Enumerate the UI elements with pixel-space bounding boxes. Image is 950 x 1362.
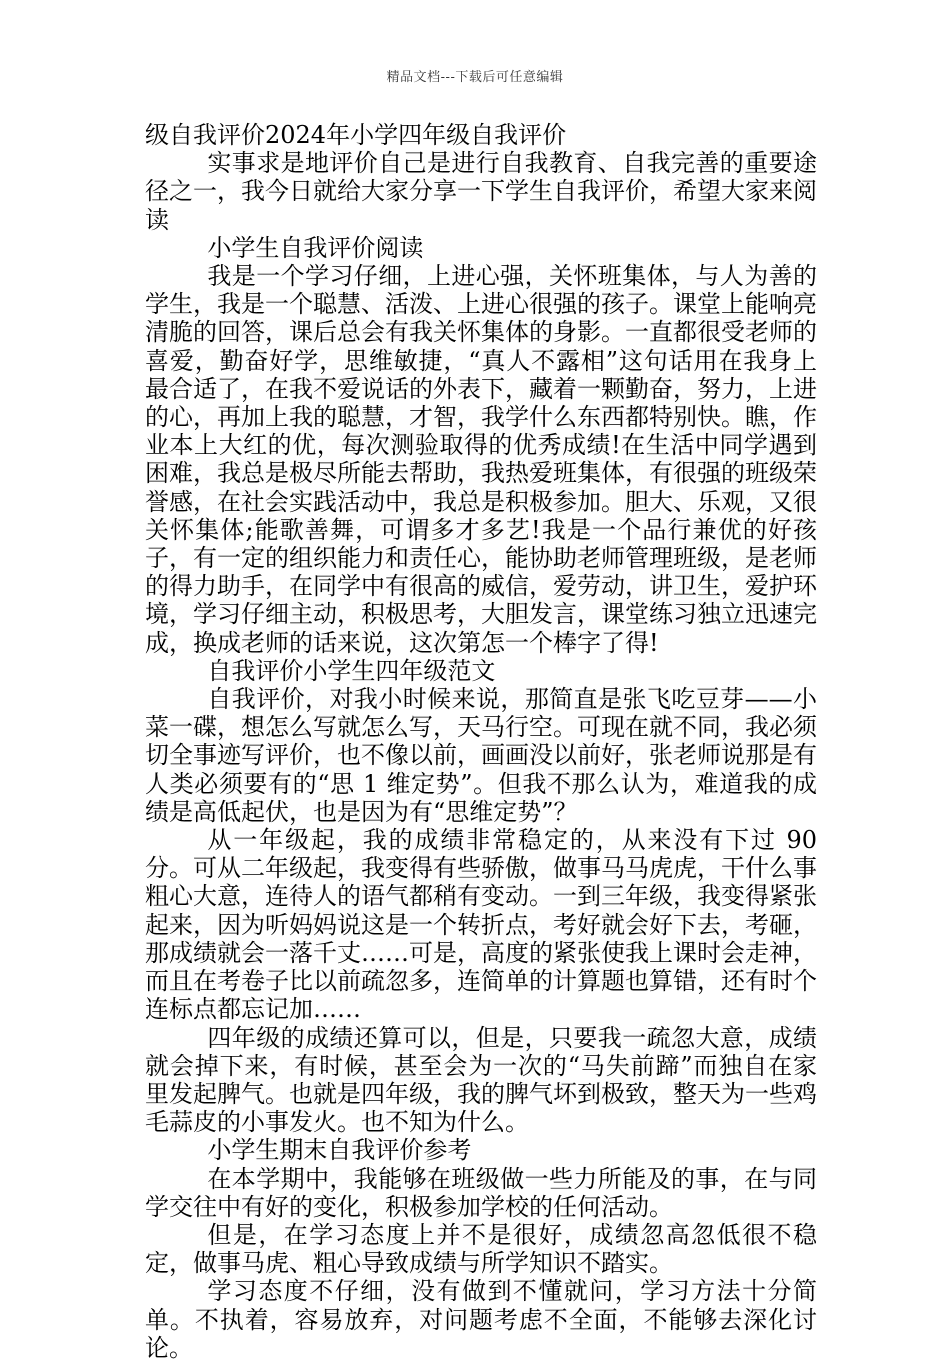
body-paragraph: 四年级的成绩还算可以，但是，只要我一疏忽大意，成绩就会掉下来，有时候，甚至会为一次的“马失前蹄”而独自在家里发起脾气。也就是四年级，我的脾气坏到极致，整天为一些鸡毛蒜皮的小事发火。也不知为什么。 bbox=[145, 1023, 817, 1137]
page-header: 精品文档---下载后可任意编辑 bbox=[386, 70, 564, 85]
body-paragraph: 自我评价，对我小时候来说，那简直是张飞吃豆芽——小菜一碟，想怎么写就怎么写，天马行空。可现在就不同，我必须切全事迹写评价，也不像以前，画画没以前好，张老师说那是有人类必须要有的“思 1 维定势”。但我不那么认为，难道我的成绩是高低起伏，也是因为有“思维定势”？ bbox=[145, 685, 817, 826]
document-body bbox=[145, 121, 817, 1362]
section-heading-final: 小学生期末自我评价参考 bbox=[207, 1136, 472, 1165]
section-heading-sample: 自我评价小学生四年级范文 bbox=[207, 656, 496, 685]
body-paragraph: 我是一个学习仔细，上进心强，关怀班集体，与人为善的学生，我是一个聪慧、活泼、上进心很强的孩子。课堂上能响亮清脆的回答，课后总会有我关怀集体的身影。一直都很受老师的喜爱，勤奋好学，思维敏捷，“真人不露相”这句话用在我身上最合适了，在我不爱说话的外表下，藏着一颗勤奋，努力，上进的心，再加上我的聪慧，才智，我学什么东西都特别快。瞧，作业本上大红的优，每次测验取得的优秀成绩!在生活中同学遇到困难，我总是极尽所能去帮助，我热爱班集体，有很强的班级荣誉感，在社会实践活动中，我总是积极参加。胆大、乐观，又很关怀集体;能歌善舞，可谓多才多艺!我是一个品行兼优的好孩子，有一定的组织能力和责任心，能协助老师管理班级，是老师的得力助手，在同学中有很高的威信，爱劳动，讲卫生，爱护环境，学习仔细主动，积极思考，大胆发言，课堂练习独立迅速完成，换成老师的话来说，这次第怎一个棒字了得! bbox=[145, 262, 817, 657]
body-paragraph: 学习态度不仔细，没有做到不懂就问，学习方法十分简单。不执着，容易放弃，对问题考虑不全面，不能够去深化讨论。 bbox=[145, 1277, 817, 1362]
body-paragraph: 但是，在学习态度上并不是很好，成绩忽高忽低很不稳定，做事马虎、粗心导致成绩与所学知识不踏实。 bbox=[145, 1220, 817, 1278]
intro-paragraph: 实事求是地评价自己是进行自我教育、自我完善的重要途径之一，我今日就给大家分享一下学生自我评价，希望大家来阅读 bbox=[145, 149, 817, 234]
section-heading-reading: 小学生自我评价阅读 bbox=[207, 233, 424, 262]
document-title: 级自我评价2024年小学四年级自我评价 bbox=[145, 121, 567, 149]
body-paragraph: 在本学期中，我能够在班级做一些力所能及的事，在与同学交往中有好的变化，积极参加学校的任何活动。 bbox=[145, 1164, 817, 1221]
body-paragraph: 从一年级起，我的成绩非常稳定的，从来没有下过 90 分。可从二年级起，我变得有些骄傲，做事马马虎虎，干什么事粗心大意，连待人的语气都稍有变动。一到三年级，我变得紧张起来，因为听妈妈说这是一个转折点，考好就会好下去，考砸，那成绩就会一落千丈……可是，高度的紧张使我上课时会走神，而且在考卷子比以前疏忽多，连简单的计算题也算错，还有时个连标点都忘记加…… bbox=[145, 826, 817, 1024]
